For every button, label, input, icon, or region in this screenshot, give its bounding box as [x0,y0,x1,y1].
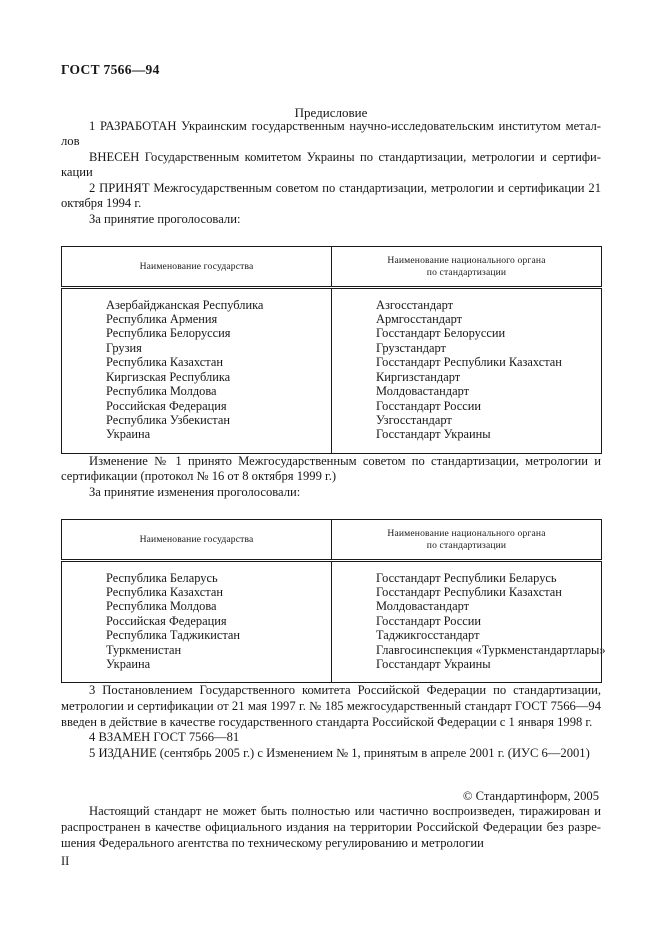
list-item: Республика Узбекистан [106,412,231,427]
list-item: Узгосстандарт [376,412,452,427]
page-title: Предисловие [294,104,368,120]
preface-item-1-submitted: ВНЕСЕН Государственным комитетом Украины по стандартизации, метрологии и сертифи-кации [61,149,601,180]
list-item: Госстандарт России [376,398,481,413]
column-header-national-body-line1: Наименование национального органа [387,527,546,539]
column-header-national-body [332,246,602,287]
list-item: Киргизская Республика [106,369,231,384]
list-item: Грузия [106,340,142,355]
list-item: Республика Армения [106,312,218,327]
table-adopting-states [61,246,602,454]
list-item: Госстандарт Белоруссии [376,326,506,341]
body-list-2 [332,562,606,683]
page-number: II [61,854,70,869]
table-header-row [62,246,602,287]
table-row [62,560,602,683]
list-item: Республика Казахстан [106,584,223,599]
cell-states [62,560,332,683]
list-item: Молдовастандарт [376,599,470,614]
list-item: Республика Молдова [106,599,217,614]
preface-item-2: 2 ПРИНЯТ Межгосударственным советом по стандартизации, метрологии и сертификации 21 октября 1994 г. [61,180,601,211]
list-item: Российская Федерация [106,613,227,628]
cell-national-bodies [332,560,606,683]
list-item: Главгосинспекция «Туркменстандартлары» [376,642,606,657]
column-header-national-body-line1: Наименование национального органа [387,254,546,266]
amendment-vote-intro: За принятие изменения проголосовали: [89,484,301,499]
standard-number: ГОСТ 7566—94 [61,62,160,77]
column-header-state-name: Наименование государства [62,246,332,287]
preface-item-3: 3 Постановлением Государственного комитета Российской Федерации по стандартизации, метрологии и сертификации от 21 мая 1997 г. № 185 межгосударственный стандарт ГОСТ 7566—94 введен в действие в качестве государственного стандарта Российской Федерации с 1 января 1998 г. [61,683,601,729]
list-item: Госстандарт России [376,613,481,628]
reproduction-notice: Настоящий стандарт не может быть полностью или частично воспроизведен, тиражирован и распространен в качестве официального издания на территории Российской Федерации без разре-шения Федерального агентства по техническому регулированию и метрологии [61,804,601,850]
table-amendment-states [61,519,606,684]
state-list-1 [62,289,331,453]
table-row [62,287,602,453]
column-header-national-body [332,519,602,560]
preface-item-4: 4 ВЗАМЕН ГОСТ 7566—81 [89,730,240,745]
list-item: Азербайджанская Республика [106,297,264,312]
column-header-national-body-line2: по стандартизации [426,539,507,551]
column-header-national-body-line2: по стандартизации [426,266,507,278]
list-item: Украина [106,427,151,442]
list-item: Грузстандарт [376,340,446,355]
body-list-1 [332,289,601,453]
list-item: Российская Федерация [106,398,227,413]
preface-item-5: 5 ИЗДАНИЕ (сентябрь 2005 г.) с Изменением № 1, принятым в апреле 2001 г. (ИУС 6—2001) [89,745,590,760]
list-item: Украина [106,656,151,671]
list-item: Госстандарт Украины [376,656,491,671]
list-item: Госстандарт Украины [376,427,491,442]
list-item: Госстандарт Республики Беларусь [376,570,557,585]
column-header-state-name: Наименование государства [62,519,332,560]
page-content [61,0,606,869]
list-item: Госстандарт Республики Казахстан [376,584,562,599]
list-item: Молдовастандарт [376,384,470,399]
list-item: Таджикгосстандарт [376,628,480,643]
list-item: Азгосстандарт [376,297,454,312]
list-item: Киргизстандарт [376,369,461,384]
list-item: Республика Молдова [106,384,217,399]
preface-item-1: 1 РАЗРАБОТАН Украинским государственным научно-исследовательским институтом метал-лов [61,118,601,149]
list-item: Республика Таджикистан [106,628,241,643]
list-item: Армгосстандарт [376,312,463,327]
vote-intro: За принятие проголосовали: [89,212,241,227]
cell-states [62,287,332,453]
table-header-row [62,519,602,560]
cell-national-bodies [332,287,602,453]
list-item: Республика Белоруссия [106,326,231,341]
state-list-2 [62,562,331,683]
list-item: Республика Казахстан [106,355,223,370]
list-item: Госстандарт Республики Казахстан [376,355,562,370]
copyright-notice: © Стандартинформ, 2005 [462,789,599,804]
list-item: Туркменистан [106,642,182,657]
amendment-intro: Изменение № 1 принято Межгосударственным советом по стандартизации, метрологии и сертификации (протокол № 16 от 8 октября 1999 г.) [61,453,601,484]
list-item: Республика Беларусь [106,570,218,585]
